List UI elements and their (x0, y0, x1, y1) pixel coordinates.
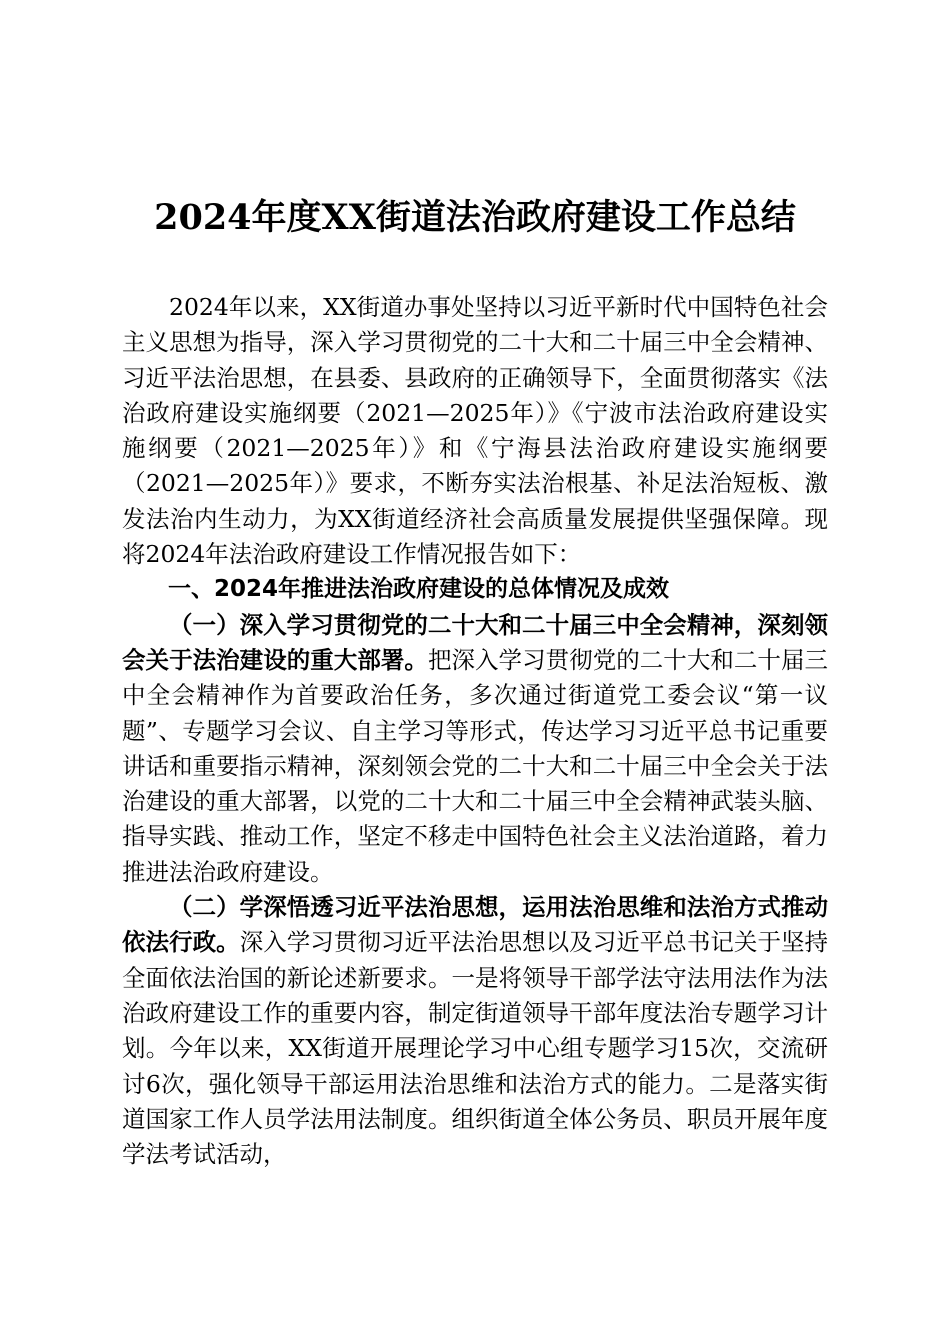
document-body (122, 290, 828, 1172)
section-item-2 (122, 890, 828, 1172)
intro-paragraph: 2024年以来，XX街道办事处坚持以习近平新时代中国特色社会主义思想为指导，深入学习贯彻党的二十大和二十届三中全会精神、习近平法治思想，在县委、县政府的正确领导下，全面贯彻落实《法治政府建设实施纲要（2021—2025年）》《宁波市法治政府建设实施纲要（2021—2025年）》和《宁海县法治政府建设实施纲要（2021—2025年）》要求，不断夯实法治根基、补足法治短板、激发法治内生动力，为XX街道经济社会高质量发展提供坚强保障。现将2024年法治政府建设工作情况报告如下： (122, 293, 828, 569)
section-heading: 一、2024年推进法治政府建设的总体情况及成效 (168, 576, 670, 603)
section-item-2-lead: （二）学深悟透习近平法治思想，运用法治思维和法治方式推动依法行政。 (122, 893, 828, 957)
section-item-1 (122, 608, 828, 890)
section-item-1-lead: （一）深入学习贯彻党的二十大和二十届三中全会精神，深刻领会关于法治建设的重大部署。 (122, 610, 828, 674)
section-item-2-text: 深入学习贯彻习近平法治思想以及习近平总书记关于坚持全面依法治国的新论述新要求。一是将领导干部学法守法用法作为法治政府建设工作的重要内容，制定街道领导干部年度法治专题学习计划。今年以来，XX街道开展理论学习中心组专题学习15次，交流研讨6次，强化领导干部运用法治思维和法治方式的能力。二是落实街道国家工作人员学法用法制度。组织街道全体公务员、职员开展年度学法考试活动， (122, 928, 829, 1169)
document-title: 2024年度XX街道法治政府建设工作总结 (154, 197, 796, 238)
section-item-1-text: 把深入学习贯彻党的二十大和二十届三中全会精神作为首要政治任务，多次通过街道党工委会议“第一议题”、专题学习会议、自主学习等形式，传达学习习近平总书记重要讲话和重要指示精神，深刻领会党的二十大和二十届三中全会关于法治建设的重大部署，以党的二十大和二十届三中全会精神武装头脑、指导实践、推动工作，坚定不移走中国特色社会主义法治道路，着力推进法治政府建设。 (122, 645, 829, 886)
